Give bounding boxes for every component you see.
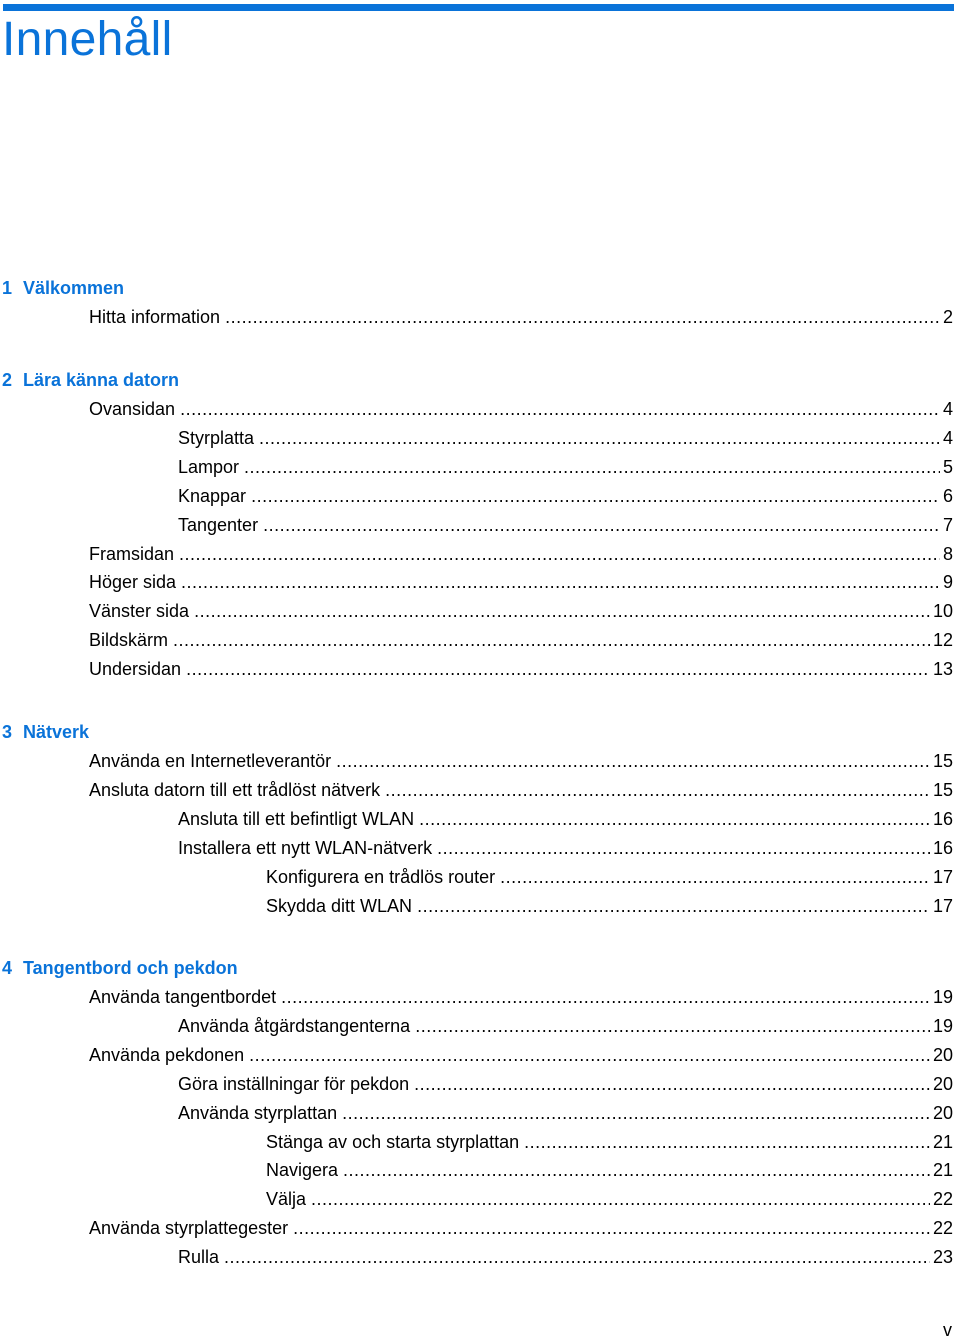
toc-entry-title: Ansluta datorn till ett trådlöst nätverk (89, 779, 381, 800)
toc-entry-title: Använda tangentbordet (89, 987, 277, 1007)
toc-entry-page-number: 7 (942, 514, 953, 535)
toc-entry-title: Navigera (266, 1160, 339, 1181)
toc-entry-page-number: 16 (932, 808, 953, 829)
dot-leader (500, 866, 930, 888)
toc-entry-page-number: 19 (932, 1015, 953, 1036)
dot-leader (263, 514, 940, 536)
toc-entry-title: Ovansidan (89, 399, 176, 419)
chapter-number: 4 (2, 958, 13, 978)
toc-entry[interactable] (89, 750, 953, 772)
toc-entry[interactable] (178, 485, 953, 507)
toc-entry[interactable] (178, 837, 953, 859)
toc-entry[interactable] (178, 1102, 953, 1124)
toc-entry[interactable] (266, 866, 953, 888)
toc-entry-title: Ansluta till ett befintligt WLAN (178, 808, 415, 829)
toc-entry-page-number: 8 (942, 543, 953, 564)
toc-entry[interactable] (89, 1217, 953, 1239)
toc-entry-page-number: 12 (932, 630, 953, 651)
dot-leader (385, 779, 930, 801)
dot-leader (415, 1015, 930, 1037)
top-rule (3, 4, 954, 11)
chapter-heading[interactable] (2, 957, 238, 979)
dot-leader (244, 456, 940, 478)
toc-entry[interactable] (89, 306, 953, 328)
toc-entry[interactable] (178, 427, 953, 449)
toc-entry[interactable] (89, 543, 953, 565)
toc-entry-title: Använda åtgärdstangenterna (178, 1015, 411, 1036)
toc-entry-title: Knappar (178, 485, 247, 506)
toc-entry-page-number: 4 (942, 427, 953, 448)
toc-entry-title: Installera ett nytt WLAN-nätverk (178, 837, 433, 858)
dot-leader (336, 750, 930, 772)
toc-entry-page-number: 23 (932, 1247, 953, 1268)
toc-entry-title: Göra inställningar för pekdon (178, 1073, 410, 1094)
toc-entry[interactable] (178, 1073, 953, 1095)
chapter-number: 2 (2, 370, 13, 390)
chapter-number: 3 (2, 722, 13, 742)
toc-entry[interactable] (89, 629, 953, 651)
toc-entry-page-number: 20 (932, 1044, 953, 1065)
toc-entry[interactable] (266, 1188, 953, 1210)
toc-entry[interactable] (89, 986, 953, 1008)
toc-entry-title: Undersidan (89, 659, 182, 680)
toc-entry[interactable] (178, 456, 953, 478)
chapter-heading[interactable] (2, 369, 179, 391)
chapter-title: Lära känna datorn (23, 370, 180, 390)
toc-entry-title: Använda en Internetleverantör (89, 751, 332, 771)
toc-entry-page-number: 5 (942, 456, 953, 477)
toc-entry-page-number: 22 (932, 1218, 953, 1239)
dot-leader (343, 1159, 930, 1181)
toc-entry-page-number: 13 (932, 659, 953, 680)
toc-entry[interactable] (178, 808, 953, 830)
toc-entry-title: Rulla (178, 1247, 220, 1268)
toc-entry-title: Använda styrplattegester (89, 1218, 289, 1239)
toc-entry[interactable] (89, 1044, 953, 1066)
chapter-number: 1 (2, 278, 13, 298)
toc-entry-page-number: 21 (932, 1160, 953, 1181)
dot-leader (180, 398, 940, 420)
dot-leader (417, 895, 930, 917)
dot-leader (259, 427, 940, 449)
toc-entry-title: Lampor (178, 456, 240, 477)
toc-entry-page-number: 21 (932, 1131, 953, 1152)
toc-entry-page-number: 17 (932, 895, 953, 916)
toc-entry[interactable] (89, 600, 953, 622)
chapter-title: Tangentbord och pekdon (23, 958, 238, 978)
dot-leader (281, 986, 930, 1008)
toc-entry-title: Använda pekdonen (89, 1044, 245, 1065)
dot-leader (224, 1246, 930, 1268)
page-number: v (943, 1320, 952, 1340)
toc-entry-page-number: 17 (932, 866, 953, 887)
toc-entry-page-number: 10 (932, 601, 953, 622)
toc-entry-page-number: 6 (942, 485, 953, 506)
toc-entry-title: Hitta information (89, 307, 221, 327)
chapter-title: Nätverk (23, 722, 90, 742)
toc-entry[interactable] (89, 658, 953, 680)
chapter-heading[interactable] (2, 277, 124, 299)
toc-entry-page-number: 4 (942, 399, 953, 419)
chapter-title: Välkommen (23, 278, 125, 298)
toc-entry-title: Framsidan (89, 543, 175, 564)
dot-leader (419, 808, 930, 830)
toc-entry-title: Höger sida (89, 572, 177, 593)
toc-entry-title: Bildskärm (89, 630, 169, 651)
toc-entry[interactable] (178, 1246, 953, 1268)
dot-leader (179, 543, 940, 565)
toc-entry[interactable] (266, 895, 953, 917)
dot-leader (249, 1044, 930, 1066)
toc-entry[interactable] (178, 514, 953, 536)
dot-leader (173, 629, 930, 651)
page-title: Innehåll (2, 13, 173, 66)
toc-entry-page-number: 20 (932, 1073, 953, 1094)
toc-entry[interactable] (89, 398, 953, 420)
toc-entry[interactable] (178, 1015, 953, 1037)
dot-leader (414, 1073, 930, 1095)
toc-entry-page-number: 15 (932, 751, 953, 771)
toc-entry[interactable] (89, 571, 953, 593)
toc-entry-page-number: 19 (932, 987, 953, 1007)
dot-leader (225, 306, 940, 328)
toc-entry-title: Tangenter (178, 514, 259, 535)
toc-entry-page-number: 20 (932, 1102, 953, 1123)
toc-entry-title: Välja (266, 1189, 307, 1210)
dot-leader (251, 485, 940, 507)
toc-entry-title: Stänga av och starta styrplattan (266, 1131, 520, 1152)
toc-entry-page-number: 22 (932, 1189, 953, 1210)
toc-entry-title: Skydda ditt WLAN (266, 895, 413, 916)
dot-leader (342, 1102, 930, 1124)
dot-leader (194, 600, 930, 622)
toc-entry[interactable] (266, 1131, 953, 1153)
toc-entry-title: Styrplatta (178, 427, 255, 448)
toc-entry-page-number: 16 (932, 837, 953, 858)
dot-leader (311, 1188, 930, 1210)
toc-entry-title: Konfigurera en trådlös router (266, 866, 496, 887)
toc-entry-page-number: 15 (932, 779, 953, 800)
toc-entry-page-number: 9 (942, 572, 953, 593)
dot-leader (437, 837, 930, 859)
toc-entry-title: Använda styrplattan (178, 1102, 338, 1123)
dot-leader (186, 658, 930, 680)
toc-entry-page-number: 2 (942, 307, 953, 327)
dot-leader (181, 571, 940, 593)
toc-entry[interactable] (89, 779, 953, 801)
dot-leader (293, 1217, 930, 1239)
chapter-heading[interactable] (2, 721, 89, 743)
toc-entry[interactable] (266, 1159, 953, 1181)
dot-leader (524, 1131, 930, 1153)
toc-entry-title: Vänster sida (89, 601, 190, 622)
